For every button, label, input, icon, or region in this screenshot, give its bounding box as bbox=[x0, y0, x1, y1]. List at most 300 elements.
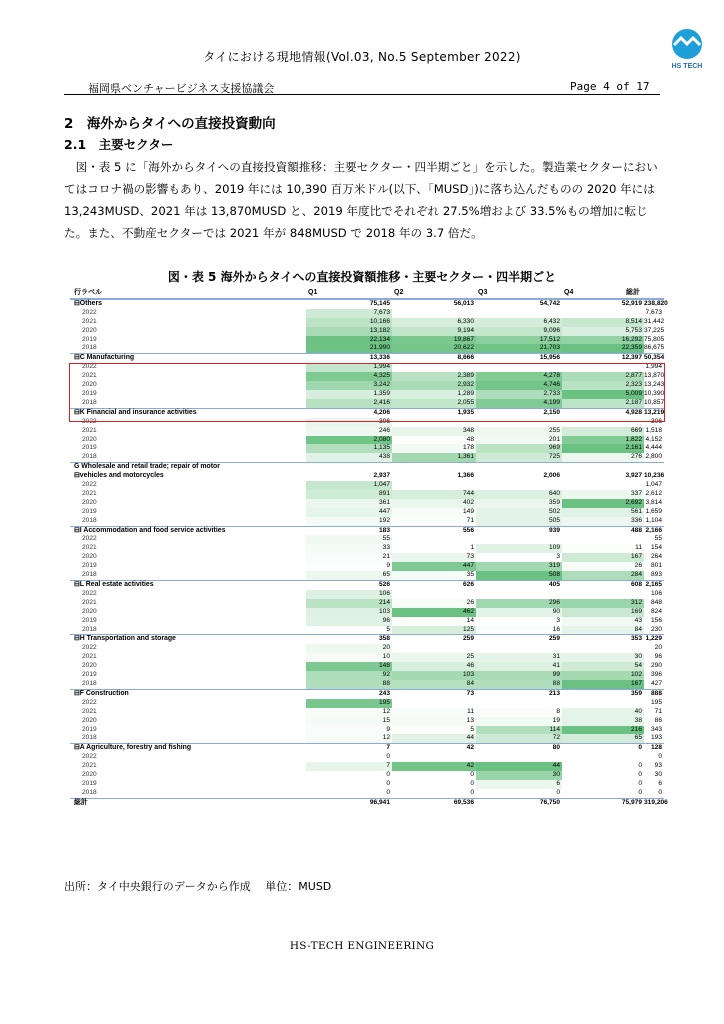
value-cell-q3: 80 bbox=[552, 744, 560, 752]
value-cell-q1: 526 bbox=[378, 581, 390, 588]
value-cell-q3: 319 bbox=[476, 562, 562, 571]
value-cell-q2: 0 bbox=[392, 789, 476, 798]
column-header-q1: Q1 bbox=[308, 289, 318, 296]
value-cell-q2 bbox=[392, 590, 476, 599]
value-cell-q1: 21,990 bbox=[306, 344, 392, 353]
table-row bbox=[70, 626, 664, 635]
value-cell-q2: 2,932 bbox=[392, 381, 476, 390]
value-cell-q1: 20 bbox=[306, 644, 392, 653]
table-row bbox=[70, 590, 664, 599]
value-cell-q3: 640 bbox=[476, 490, 562, 499]
category-row bbox=[70, 526, 664, 536]
value-cell-q3: 2,150 bbox=[543, 408, 560, 416]
value-cell-q2: 1,289 bbox=[392, 390, 476, 399]
row-total-cell: 93 bbox=[654, 762, 662, 770]
hs-tech-logo bbox=[668, 28, 706, 74]
row-label: 2018 bbox=[82, 453, 97, 461]
row-total-cell: 13,219 bbox=[644, 408, 665, 416]
category-row bbox=[70, 580, 664, 590]
value-cell-q4 bbox=[562, 753, 644, 762]
value-cell-q2: 11 bbox=[392, 708, 476, 717]
value-cell-q2: 0 bbox=[392, 780, 476, 789]
value-cell-q2: 1,935 bbox=[457, 408, 474, 416]
value-cell-q1: 65 bbox=[306, 571, 392, 580]
value-cell-q3 bbox=[476, 463, 562, 472]
row-total-cell: 2,165 bbox=[645, 581, 662, 588]
category-row bbox=[70, 689, 664, 699]
value-cell-q4: 488 bbox=[630, 526, 642, 534]
table-row bbox=[70, 708, 664, 717]
row-total-cell: 156 bbox=[650, 616, 662, 624]
row-total-cell: 1,047 bbox=[645, 481, 662, 489]
row-label: ⊟H Transportation and storage bbox=[74, 635, 176, 643]
value-cell-q3: 6 bbox=[476, 780, 562, 789]
value-cell-q3: 2,733 bbox=[476, 390, 562, 399]
value-cell-q2: 1,366 bbox=[457, 472, 474, 480]
value-cell-q2: 44 bbox=[392, 734, 476, 743]
row-total-cell: 75,805 bbox=[644, 335, 665, 343]
value-cell-q3: 359 bbox=[476, 499, 562, 508]
value-cell-q2: 42 bbox=[466, 744, 474, 752]
row-label: 2021 bbox=[82, 598, 97, 606]
row-total-cell: 31,442 bbox=[644, 317, 665, 325]
value-cell-q1: 7 bbox=[386, 744, 390, 752]
section-title: 2 海外からタイへの直接投資動向 bbox=[64, 116, 276, 132]
row-total-cell: 10,390 bbox=[644, 389, 665, 397]
value-cell-q3: 0 bbox=[476, 789, 562, 798]
table-row bbox=[70, 780, 664, 789]
row-label: 2019 bbox=[82, 671, 97, 679]
value-cell-q3: 16 bbox=[476, 626, 562, 635]
table-row bbox=[70, 553, 664, 562]
row-total-cell: 2,612 bbox=[645, 489, 662, 497]
value-cell-q1: 4,206 bbox=[373, 408, 390, 416]
value-cell-q4: 16,292 bbox=[562, 336, 644, 345]
row-label: 2020 bbox=[82, 771, 97, 779]
row-total-cell: 824 bbox=[650, 607, 662, 615]
value-cell-q2: 556 bbox=[462, 526, 474, 534]
value-cell-q1: 0 bbox=[306, 753, 392, 762]
table-row bbox=[70, 617, 664, 626]
table-row bbox=[70, 680, 664, 689]
value-cell-q4: 52,919 bbox=[621, 299, 642, 307]
row-total-cell: 154 bbox=[650, 544, 662, 552]
value-cell-q3: 939 bbox=[548, 526, 560, 534]
row-label: 2019 bbox=[82, 389, 97, 397]
value-cell-q1 bbox=[306, 463, 392, 472]
row-label: 2022 bbox=[82, 308, 97, 316]
row-total-cell: 230 bbox=[650, 625, 662, 633]
row-label: 2022 bbox=[82, 753, 97, 761]
value-cell-q3: 2,006 bbox=[543, 472, 560, 480]
category-row bbox=[70, 462, 664, 472]
value-cell-q3: 88 bbox=[476, 680, 562, 689]
value-cell-q4: 276 bbox=[562, 453, 644, 462]
table-row bbox=[70, 544, 664, 553]
value-cell-q2: 1,361 bbox=[392, 453, 476, 462]
row-total-cell: 7,673 bbox=[645, 308, 662, 316]
value-cell-q4: 40 bbox=[562, 708, 644, 717]
value-cell-q3: 4,199 bbox=[476, 399, 562, 408]
row-total-cell: 1,229 bbox=[645, 635, 662, 643]
value-cell-q4: 22,359 bbox=[562, 344, 644, 353]
column-header-q4: Q4 bbox=[564, 289, 574, 296]
value-cell-q4: 0 bbox=[562, 762, 644, 771]
value-cell-q2: 73 bbox=[466, 689, 474, 697]
row-label: 2020 bbox=[82, 553, 97, 561]
value-cell-q4: 3,927 bbox=[625, 472, 642, 480]
value-cell-q4: 336 bbox=[562, 517, 644, 526]
value-cell-q3 bbox=[476, 753, 562, 762]
value-cell-q4: 11 bbox=[562, 544, 644, 553]
row-total-cell: 801 bbox=[650, 562, 662, 570]
table-row bbox=[70, 309, 664, 318]
value-cell-q1: 306 bbox=[306, 418, 392, 427]
value-cell-q3: 405 bbox=[548, 581, 560, 588]
row-total-cell: 238,820 bbox=[644, 299, 668, 307]
table-row bbox=[70, 734, 664, 743]
row-label: 2021 bbox=[82, 317, 97, 325]
row-total-cell: 4,152 bbox=[645, 435, 662, 443]
category-row bbox=[70, 743, 664, 753]
value-cell-q2: 402 bbox=[392, 499, 476, 508]
value-cell-q1: 106 bbox=[306, 590, 392, 599]
table-row bbox=[70, 453, 664, 462]
row-total-cell: 848 bbox=[650, 598, 662, 606]
row-total-cell: 1,994 bbox=[645, 363, 662, 371]
value-cell-q4: 169 bbox=[562, 608, 644, 617]
row-label: ⊟vehicles and motorcycles bbox=[74, 472, 164, 480]
table-row bbox=[70, 508, 664, 517]
value-cell-q1: 0 bbox=[306, 780, 392, 789]
value-cell-q1: 33 bbox=[306, 544, 392, 553]
row-label: 2021 bbox=[82, 372, 97, 380]
row-label: 2021 bbox=[82, 653, 97, 661]
value-cell-q2: 348 bbox=[392, 427, 476, 436]
value-cell-q3 bbox=[476, 644, 562, 653]
row-total-cell: 264 bbox=[650, 553, 662, 561]
value-cell-q3: 76,750 bbox=[539, 798, 560, 806]
value-cell-q4: 65 bbox=[562, 734, 644, 743]
value-cell-q2: 8,666 bbox=[457, 354, 474, 362]
row-total-cell: 30 bbox=[654, 771, 662, 779]
value-cell-q2 bbox=[392, 699, 476, 708]
row-total-cell: 106 bbox=[650, 589, 662, 597]
value-cell-q2 bbox=[392, 535, 476, 544]
value-cell-q3 bbox=[476, 309, 562, 318]
value-cell-q2: 20,622 bbox=[392, 344, 476, 353]
table-row bbox=[70, 562, 664, 571]
value-cell-q3: 4,746 bbox=[476, 381, 562, 390]
row-label: 2022 bbox=[82, 644, 97, 652]
row-label: ⊟C Manufacturing bbox=[74, 354, 135, 362]
value-cell-q1: 192 bbox=[306, 517, 392, 526]
column-header-q3: Q3 bbox=[478, 289, 488, 296]
row-label: 2018 bbox=[82, 344, 97, 352]
value-cell-q3: 259 bbox=[548, 635, 560, 643]
value-cell-q4: 30 bbox=[562, 653, 644, 662]
value-cell-q1: 1,135 bbox=[306, 444, 392, 453]
value-cell-q3: 9,096 bbox=[476, 327, 562, 336]
page-footer: HS-TECH ENGINEERING bbox=[289, 940, 435, 952]
row-total-cell: 1,659 bbox=[645, 507, 662, 515]
table-row bbox=[70, 427, 664, 436]
document-header-title: タイにおける現地情報(Vol.03, No.5 September 2022) bbox=[203, 50, 521, 64]
row-total-cell: 290 bbox=[650, 662, 662, 670]
page-number: Page 4 of 17 bbox=[570, 80, 650, 93]
table-row bbox=[70, 771, 664, 780]
table-row bbox=[70, 644, 664, 653]
row-label: ⊟K Financial and insurance activities bbox=[74, 408, 197, 416]
row-total-cell: 1,518 bbox=[645, 426, 662, 434]
value-cell-q3: 15,956 bbox=[539, 354, 560, 362]
value-cell-q3: 19 bbox=[476, 717, 562, 726]
value-cell-q2 bbox=[392, 481, 476, 490]
value-cell-q4 bbox=[562, 463, 644, 472]
table-row bbox=[70, 671, 664, 680]
value-cell-q1: 183 bbox=[378, 526, 390, 534]
value-cell-q4: 284 bbox=[562, 571, 644, 580]
table-row bbox=[70, 717, 664, 726]
value-cell-q2: 42 bbox=[392, 762, 476, 771]
row-total-cell: 195 bbox=[650, 698, 662, 706]
value-cell-q1: 10,166 bbox=[306, 318, 392, 327]
row-label: 2019 bbox=[82, 725, 97, 733]
value-cell-q4 bbox=[562, 481, 644, 490]
value-cell-q3: 4,278 bbox=[476, 372, 562, 381]
row-label: 2020 bbox=[82, 326, 97, 334]
row-total-cell: 71 bbox=[654, 707, 662, 715]
row-label: 2018 bbox=[82, 398, 97, 406]
row-total-cell: 3,814 bbox=[645, 498, 662, 506]
value-cell-q4: 608 bbox=[630, 581, 642, 588]
value-cell-q3: 72 bbox=[476, 734, 562, 743]
value-cell-q3 bbox=[476, 590, 562, 599]
subsection-title: 2.1 主要セクター bbox=[64, 137, 174, 152]
value-cell-q4: 38 bbox=[562, 717, 644, 726]
value-cell-q3: 90 bbox=[476, 608, 562, 617]
row-label: 2022 bbox=[82, 363, 97, 371]
value-cell-q2: 462 bbox=[392, 608, 476, 617]
row-label: 2018 bbox=[82, 571, 97, 579]
table-row bbox=[70, 571, 664, 580]
row-label: 2018 bbox=[82, 734, 97, 742]
table-row bbox=[70, 318, 664, 327]
value-cell-q4: 0 bbox=[638, 744, 642, 752]
row-total-cell: 0 bbox=[658, 788, 662, 796]
value-cell-q1: 9 bbox=[306, 726, 392, 735]
row-total-cell: 55 bbox=[654, 535, 662, 543]
value-cell-q4: 84 bbox=[562, 626, 644, 635]
svg-text:HS TECH: HS TECH bbox=[671, 63, 703, 70]
row-label: ⊟F Construction bbox=[74, 689, 129, 697]
organization-name: 福岡県ベンチャービジネス支援協議会 bbox=[88, 82, 275, 95]
value-cell-q4: 2,692 bbox=[562, 499, 644, 508]
value-cell-q2: 259 bbox=[462, 635, 474, 643]
value-cell-q4: 0 bbox=[562, 789, 644, 798]
value-cell-q1: 195 bbox=[306, 699, 392, 708]
value-cell-q2: 2,055 bbox=[392, 399, 476, 408]
row-total-cell: 193 bbox=[650, 734, 662, 742]
value-cell-q1: 13,336 bbox=[369, 354, 390, 362]
value-cell-q4 bbox=[562, 590, 644, 599]
table-row bbox=[70, 726, 664, 735]
table-row bbox=[70, 327, 664, 336]
row-label: 2019 bbox=[82, 335, 97, 343]
value-cell-q1: 10 bbox=[306, 653, 392, 662]
value-cell-q1: 4,325 bbox=[306, 372, 392, 381]
value-cell-q4: 5,009 bbox=[562, 390, 644, 399]
value-cell-q2: 626 bbox=[462, 581, 474, 588]
value-cell-q3: 8 bbox=[476, 708, 562, 717]
row-label: 2018 bbox=[82, 516, 97, 524]
value-cell-q3: 725 bbox=[476, 453, 562, 462]
row-total-cell: 1,104 bbox=[645, 516, 662, 524]
row-label: 2018 bbox=[82, 625, 97, 633]
row-label: 2020 bbox=[82, 662, 97, 670]
value-cell-q2: 13 bbox=[392, 717, 476, 726]
row-label: 2022 bbox=[82, 535, 97, 543]
row-total-cell: 13,870 bbox=[644, 372, 665, 380]
value-cell-q2: 35 bbox=[392, 571, 476, 580]
table-header-row bbox=[70, 289, 664, 299]
value-cell-q4: 353 bbox=[630, 635, 642, 643]
table-row bbox=[70, 481, 664, 490]
value-cell-q4: 561 bbox=[562, 508, 644, 517]
value-cell-q1: 2,080 bbox=[306, 436, 392, 445]
row-total-cell: 10,236 bbox=[644, 472, 665, 480]
row-total-cell: 6 bbox=[658, 779, 662, 787]
row-label: 2019 bbox=[82, 779, 97, 787]
table-row bbox=[70, 699, 664, 708]
value-cell-q1: 88 bbox=[306, 680, 392, 689]
category-row bbox=[70, 472, 664, 481]
value-cell-q4: 312 bbox=[562, 599, 644, 608]
row-label: 2021 bbox=[82, 707, 97, 715]
column-header-total: 総計 bbox=[626, 289, 640, 296]
value-cell-q1: 438 bbox=[306, 453, 392, 462]
body-paragraph: 図・表 5 に「海外からタイへの直接投資額推移：主要セクター・四半期ごと」を示した。製造業セクターにおいてはコロナ禍の影響もあり、2019 年には 10,390 百万米ドル(以下、「MUSD」)に落ち込んだものの 2020 年には 13,243MUSD、2021 年は 13,870MUSD と、2019 年度比でそれぞれ 27.5%増および 33.5%もの増加に転じた。また、不動産セクターでは 2021 年が 848MUSD で 2018 年の 3.7 倍だ。 bbox=[64, 160, 658, 240]
value-cell-q3: 201 bbox=[476, 436, 562, 445]
value-cell-q1: 358 bbox=[378, 635, 390, 643]
row-total-cell: 888 bbox=[650, 689, 662, 697]
row-label: 2020 bbox=[82, 607, 97, 615]
value-cell-q2: 2,389 bbox=[392, 372, 476, 381]
value-cell-q2: 9,194 bbox=[392, 327, 476, 336]
row-label: 2018 bbox=[82, 679, 97, 687]
value-cell-q2: 6,330 bbox=[392, 318, 476, 327]
value-cell-q4: 26 bbox=[562, 562, 644, 571]
value-cell-q1: 148 bbox=[306, 662, 392, 671]
header-divider bbox=[64, 94, 660, 95]
figure-title: 図・表 5 海外からタイへの直接投資額推移・主要セクター・四半期ごと bbox=[167, 270, 557, 284]
value-cell-q2: 84 bbox=[392, 680, 476, 689]
value-cell-q3: 255 bbox=[476, 427, 562, 436]
value-cell-q2: 26 bbox=[392, 599, 476, 608]
value-cell-q1: 1,047 bbox=[306, 481, 392, 490]
row-label: G Wholesale and retail trade; repair of motor bbox=[74, 463, 220, 471]
value-cell-q4: 8,514 bbox=[562, 318, 644, 327]
value-cell-q1: 22,134 bbox=[306, 336, 392, 345]
figure-source-note: 出所：タイ中央銀行のデータから作成 単位：MUSD bbox=[64, 880, 332, 893]
category-row bbox=[70, 299, 668, 309]
value-cell-q1: 1,359 bbox=[306, 390, 392, 399]
value-cell-q4: 1,822 bbox=[562, 436, 644, 445]
value-cell-q2 bbox=[392, 463, 476, 472]
value-cell-q4: 12,397 bbox=[621, 354, 642, 362]
value-cell-q4: 216 bbox=[562, 726, 644, 735]
table-row bbox=[70, 753, 664, 762]
value-cell-q4: 102 bbox=[562, 671, 644, 680]
value-cell-q2: 5 bbox=[392, 726, 476, 735]
row-label: ⊟Others bbox=[74, 299, 102, 307]
row-total-cell: 128 bbox=[650, 744, 662, 752]
value-cell-q1: 13,182 bbox=[306, 327, 392, 336]
value-cell-q2: 149 bbox=[392, 508, 476, 517]
value-cell-q4 bbox=[562, 699, 644, 708]
value-cell-q4 bbox=[562, 644, 644, 653]
table-row bbox=[70, 762, 664, 771]
value-cell-q1: 7 bbox=[306, 762, 392, 771]
row-label: 2020 bbox=[82, 498, 97, 506]
value-cell-q2: 0 bbox=[392, 771, 476, 780]
row-label: 2019 bbox=[82, 507, 97, 515]
value-cell-q3: 17,512 bbox=[476, 336, 562, 345]
row-label: 2021 bbox=[82, 544, 97, 552]
value-cell-q3: 3 bbox=[476, 617, 562, 626]
row-total-cell: 50,354 bbox=[644, 354, 665, 362]
row-label: 2020 bbox=[82, 381, 97, 389]
value-cell-q1: 9 bbox=[306, 562, 392, 571]
value-cell-q2: 1 bbox=[392, 544, 476, 553]
manufacturing-highlight-box bbox=[69, 363, 665, 422]
value-cell-q3: 508 bbox=[476, 571, 562, 580]
value-cell-q3: 54,742 bbox=[539, 299, 560, 307]
value-cell-q1: 7,673 bbox=[306, 309, 392, 318]
table-row bbox=[70, 608, 664, 617]
value-cell-q1: 243 bbox=[378, 689, 390, 697]
value-cell-q3: 505 bbox=[476, 517, 562, 526]
value-cell-q1: 15 bbox=[306, 717, 392, 726]
row-label: ⊟I Accommodation and food service activities bbox=[74, 526, 226, 534]
row-label: 2022 bbox=[82, 417, 97, 425]
row-total-cell: 37,225 bbox=[644, 326, 665, 334]
row-total-cell: 319,206 bbox=[644, 798, 668, 806]
table-row bbox=[70, 436, 664, 445]
value-cell-q4: 0 bbox=[562, 780, 644, 789]
row-total-cell: 86,675 bbox=[644, 344, 665, 352]
value-cell-q1: 361 bbox=[306, 499, 392, 508]
row-total-cell: 427 bbox=[650, 679, 662, 687]
row-total-cell: 20 bbox=[654, 644, 662, 652]
value-cell-q4: 5,753 bbox=[562, 327, 644, 336]
category-row bbox=[70, 634, 664, 644]
table-row bbox=[70, 653, 664, 662]
row-total-cell: 10,857 bbox=[644, 398, 665, 406]
table-row bbox=[70, 490, 664, 499]
value-cell-q4: 359 bbox=[630, 689, 642, 697]
value-cell-q1: 5 bbox=[306, 626, 392, 635]
table-row bbox=[70, 517, 664, 526]
value-cell-q1: 2,937 bbox=[373, 472, 390, 480]
value-cell-q4: 337 bbox=[562, 490, 644, 499]
value-cell-q3: 213 bbox=[548, 689, 560, 697]
value-cell-q2: 14 bbox=[392, 617, 476, 626]
row-total-cell: 2,166 bbox=[645, 526, 662, 534]
value-cell-q4 bbox=[562, 535, 644, 544]
row-label: ⊟A Agriculture, forestry and fishing bbox=[74, 744, 192, 752]
row-label: 総計 bbox=[74, 798, 88, 806]
